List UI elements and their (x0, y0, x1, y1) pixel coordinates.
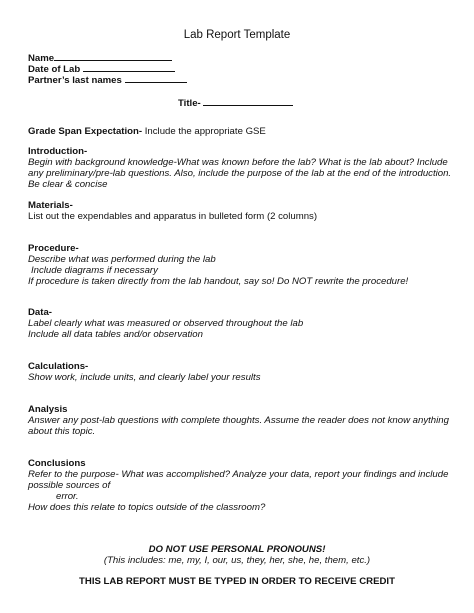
typed-notice: THIS LAB REPORT MUST BE TYPED IN ORDER TO RECEIVE CREDIT (79, 576, 395, 587)
grade-span-section (28, 126, 266, 138)
conclusions-line-2: possible sources of (28, 480, 111, 491)
calculations-line: Show work, include units, and clearly label your results (28, 372, 261, 383)
name-label: Name (28, 53, 55, 64)
introduction-line-3: Be clear & concise (28, 179, 108, 190)
partner-field (28, 73, 187, 87)
procedure-line-3: If procedure is taken directly from the lab handout, say so! Do NOT rewrite the procedure! (28, 276, 409, 287)
pronouns-warning: DO NOT USE PERSONAL PRONOUNS! (148, 544, 326, 555)
name-blank-line (54, 51, 172, 61)
introduction-heading: Introduction- (28, 146, 88, 157)
data-heading: Data- (28, 307, 52, 318)
data-line-1: Label clearly what was measured or observed throughout the lab (28, 318, 304, 329)
procedure-line-2: Include diagrams if necessary (31, 265, 158, 276)
report-title-field (178, 96, 293, 110)
report-title-blank-line (203, 96, 293, 106)
conclusions-line-1: Refer to the purpose- What was accomplished? Analyze your data, report your findings and include (28, 469, 449, 480)
partner-blank-line (125, 73, 187, 83)
calculations-heading: Calculations- (28, 361, 89, 372)
introduction-line-2: any preliminary/pre-lab questions. Also, include the purpose of the lab at the end of the introduction. (28, 168, 452, 179)
conclusions-line-3: error. (56, 491, 79, 502)
conclusions-line-4: How does this relate to topics outside of the classroom? (28, 502, 266, 513)
date-blank-line (83, 62, 175, 72)
procedure-heading: Procedure- (28, 243, 79, 254)
report-title-label: Title- (178, 98, 201, 109)
analysis-heading: Analysis (28, 404, 68, 415)
data-line-2: Include all data tables and/or observation (28, 329, 203, 340)
date-label: Date of Lab (28, 64, 81, 75)
procedure-line-1: Describe what was performed during the lab (28, 254, 216, 265)
materials-line: List out the expendables and apparatus in bulleted form (2 columns) (28, 211, 318, 222)
grade-span-heading: Grade Span Expectation- (28, 126, 143, 137)
grade-span-text: Include the appropriate GSE (142, 126, 266, 137)
partner-label: Partner’s last names (28, 75, 122, 86)
analysis-line-1: Answer any post-lab questions with complete thoughts. Assume the reader does not know anything (28, 415, 449, 426)
conclusions-heading: Conclusions (28, 458, 86, 469)
introduction-line-1: Begin with background knowledge-What was known before the lab? What is the lab about? Include (28, 157, 448, 168)
analysis-line-2: about this topic. (28, 426, 96, 437)
document-title: Lab Report Template (183, 29, 291, 41)
materials-heading: Materials- (28, 200, 73, 211)
pronouns-list: (This includes: me, my, I, our, us, they, her, she, he, them, etc.) (103, 555, 371, 566)
